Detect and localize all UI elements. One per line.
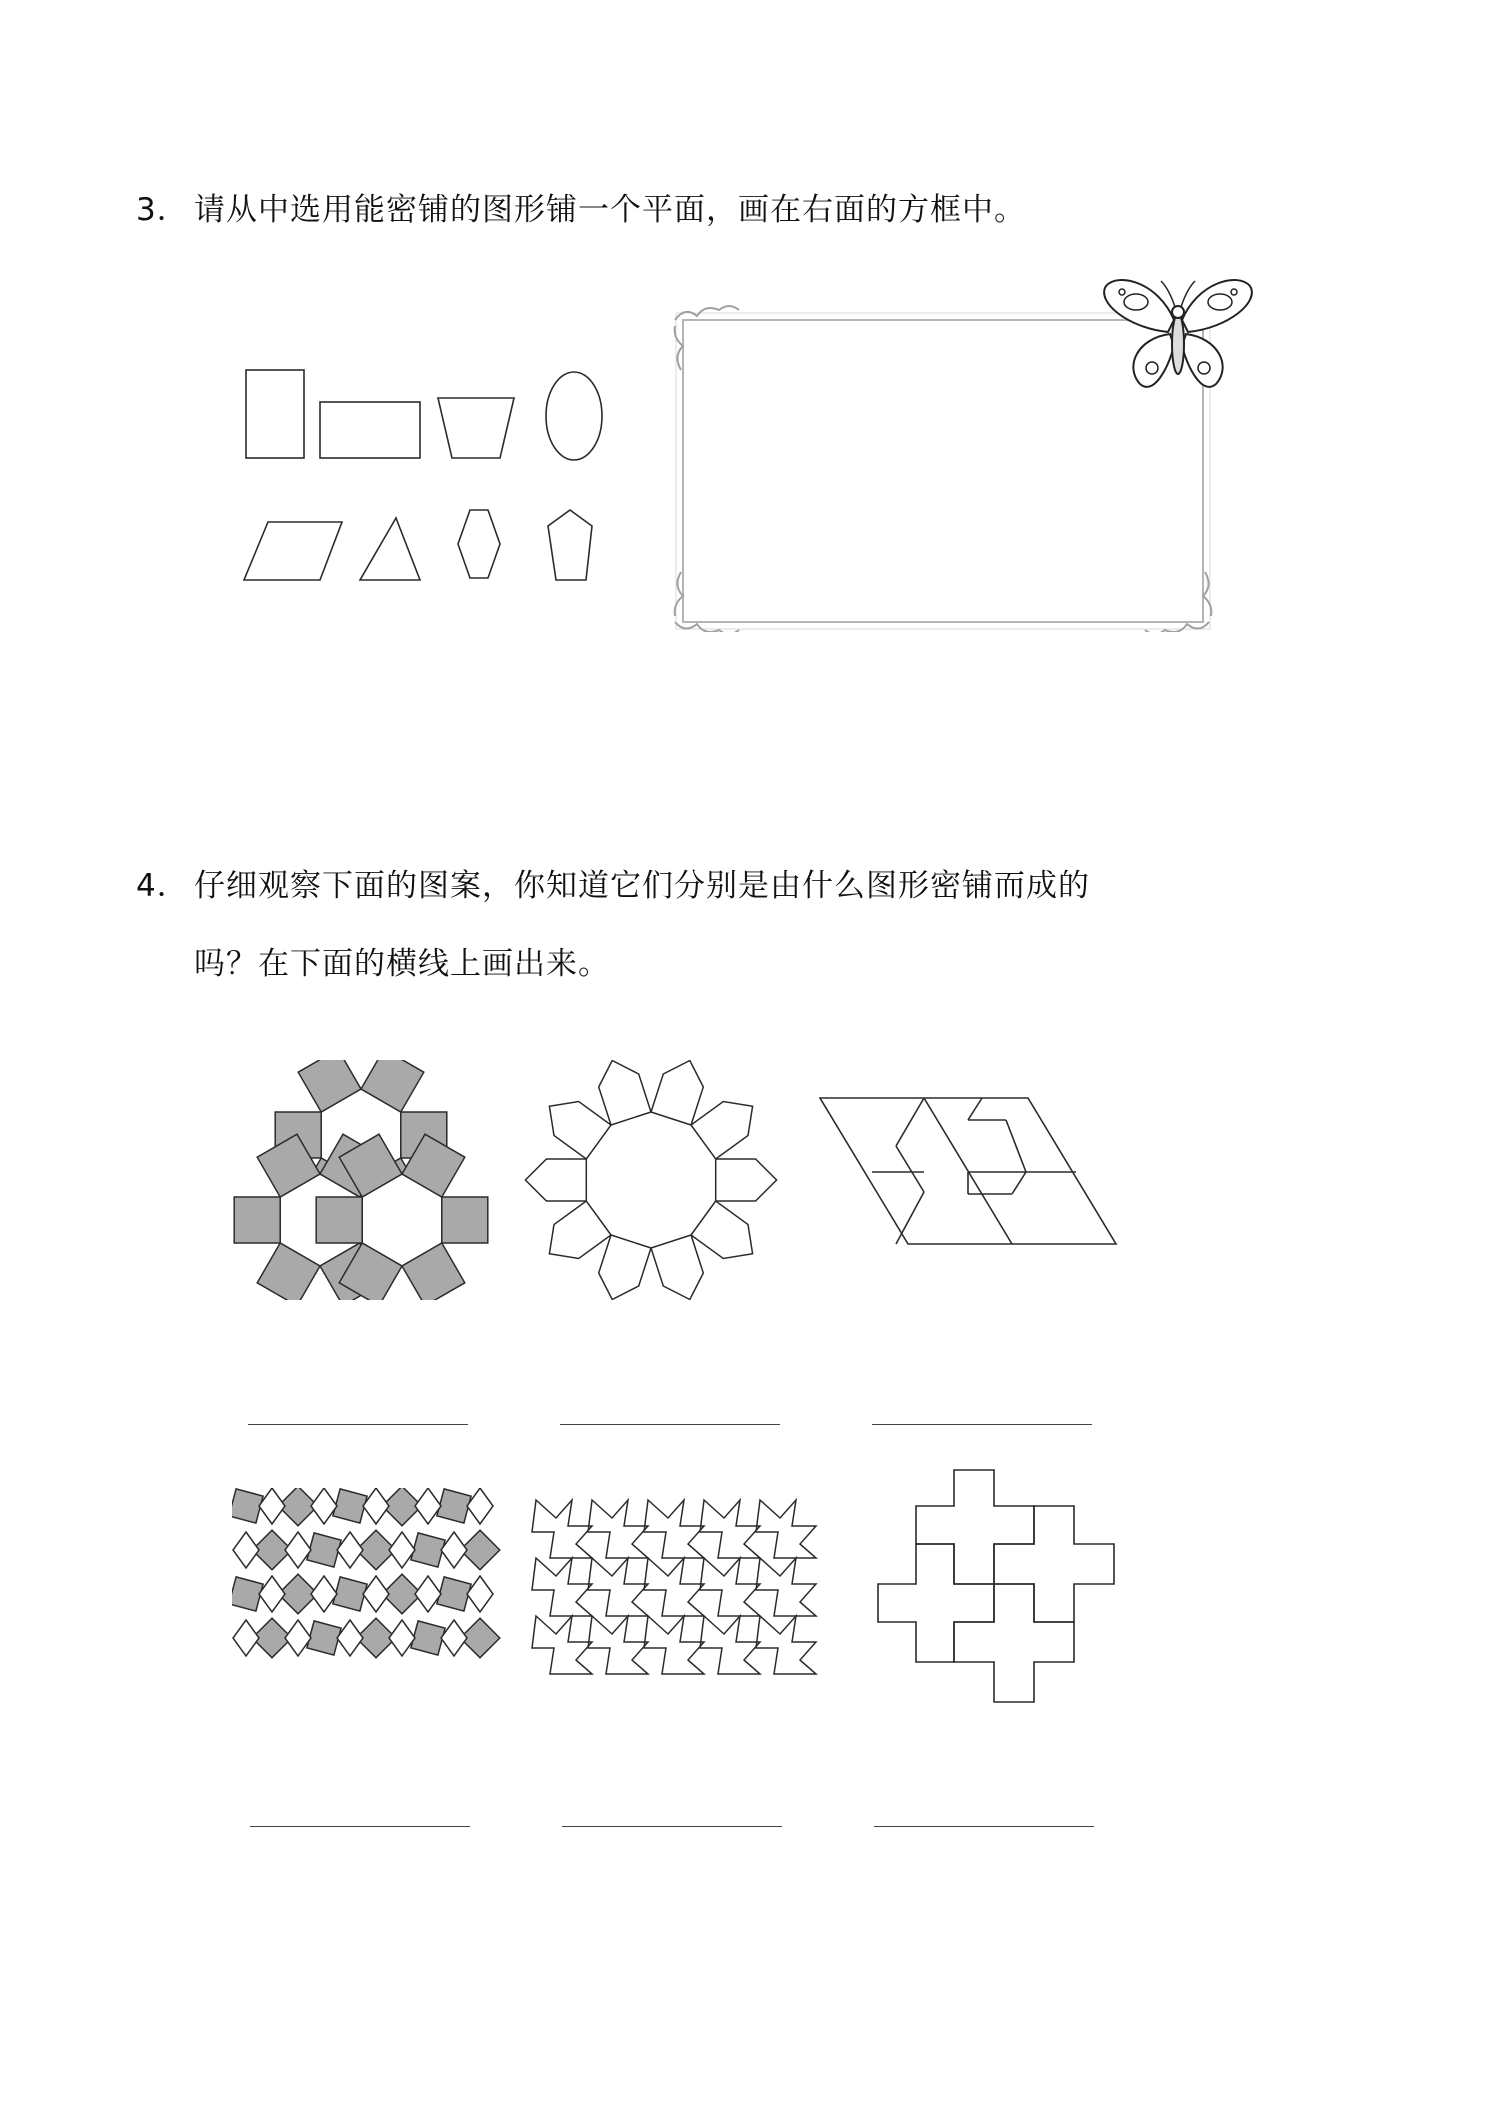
answer-line-2[interactable]: [560, 1424, 780, 1425]
pattern-pentagons-ring: [516, 1060, 786, 1300]
pentagon-tile: [549, 1102, 611, 1160]
answer-line-5[interactable]: [562, 1826, 782, 1827]
rhombus-tile: [441, 1620, 467, 1656]
square-tile: [316, 1197, 362, 1243]
square-tile: [437, 1577, 471, 1611]
square-tile: [307, 1533, 341, 1567]
pattern-hexagons-squares-triangles: [226, 1060, 496, 1300]
square-tile: [411, 1621, 445, 1655]
shape-rectangle-tall: [246, 370, 304, 458]
rhombus-tile: [285, 1532, 311, 1568]
rhombus-tile: [467, 1488, 493, 1524]
rhombus-tile: [389, 1532, 415, 1568]
pentagon-tile: [599, 1061, 651, 1126]
question-4-prompt-line2: 吗？在下面的横线上画出来。: [194, 946, 610, 982]
question-4-text: [136, 866, 1090, 906]
shape-trapezoid: [438, 398, 514, 458]
pentagon-tile: [716, 1159, 777, 1201]
pentagon-tile: [651, 1235, 703, 1300]
zigzag-tile: [756, 1558, 816, 1616]
pattern-squares-rhombi: [232, 1488, 502, 1678]
shape-rectangle-wide: [320, 402, 420, 458]
rhombus-tile: [389, 1620, 415, 1656]
pentagon-tile: [691, 1102, 753, 1160]
zigzag-tile: [700, 1558, 760, 1616]
pentagon-tile: [691, 1201, 753, 1259]
question-3-text: [136, 190, 1026, 230]
zigzag-tile: [644, 1616, 704, 1674]
question-3-number: 3．: [136, 192, 189, 228]
pentagon-tile: [651, 1061, 703, 1126]
shape-options: [238, 360, 618, 600]
zigzag-tile: [532, 1558, 592, 1616]
rhombus-tile: [363, 1488, 389, 1524]
rhombus-tile: [259, 1488, 285, 1524]
answer-line-4[interactable]: [250, 1826, 470, 1827]
pattern-parallelograms: [818, 1096, 1118, 1246]
pentagon-tile: [549, 1201, 611, 1259]
square-tile: [307, 1621, 341, 1655]
answer-line-1[interactable]: [248, 1424, 468, 1425]
zigzag-tile: [532, 1616, 592, 1674]
zigzag-tile: [532, 1500, 592, 1558]
square-tile: [333, 1577, 367, 1611]
answer-line-6[interactable]: [874, 1826, 1094, 1827]
rhombus-tile: [311, 1576, 337, 1612]
square-tile: [333, 1489, 367, 1523]
pentagon-tile: [525, 1159, 586, 1201]
square-tile: [234, 1197, 280, 1243]
zigzag-tile: [588, 1558, 648, 1616]
shape-triangle: [360, 518, 420, 580]
rhombus-tile: [311, 1488, 337, 1524]
question-3-prompt: 请从中选用能密铺的图形铺一个平面，画在右面的方框中。: [194, 192, 1026, 228]
square-tile: [442, 1197, 488, 1243]
zigzag-tile: [756, 1616, 816, 1674]
zigzag-tile: [588, 1616, 648, 1674]
square-tile: [411, 1533, 445, 1567]
answer-line-3[interactable]: [872, 1424, 1092, 1425]
butterfly-icon: [1098, 272, 1258, 404]
shape-pentagon: [548, 510, 592, 580]
rhombus-tile: [363, 1576, 389, 1612]
question-4-number: 4．: [136, 868, 189, 904]
rhombus-tile: [233, 1620, 259, 1656]
rhombus-tile: [233, 1532, 259, 1568]
rhombus-tile: [285, 1620, 311, 1656]
pattern-zigzag-shapes: [530, 1496, 830, 1686]
pentagon-tile: [599, 1235, 651, 1300]
question-4-text-line2: [194, 944, 610, 984]
shape-hexagon: [458, 510, 500, 578]
zigzag-tile: [588, 1500, 648, 1558]
rhombus-tile: [337, 1532, 363, 1568]
rhombus-tile: [337, 1620, 363, 1656]
square-tile: [437, 1489, 471, 1523]
question-4-prompt-line1: 仔细观察下面的图案，你知道它们分别是由什么图形密铺而成的: [194, 868, 1090, 904]
zigzag-tile: [756, 1500, 816, 1558]
rhombus-tile: [441, 1532, 467, 1568]
zigzag-tile: [700, 1500, 760, 1558]
rhombus-tile: [415, 1576, 441, 1612]
rhombus-tile: [467, 1576, 493, 1612]
pattern-cross-shapes: [876, 1466, 1116, 1706]
zigzag-tile: [644, 1558, 704, 1616]
rhombus-tile: [415, 1488, 441, 1524]
shape-ellipse: [546, 372, 602, 460]
zigzag-tile: [644, 1500, 704, 1558]
rhombus-tile: [259, 1576, 285, 1612]
zigzag-tile: [700, 1616, 760, 1674]
shape-parallelogram: [244, 522, 342, 580]
